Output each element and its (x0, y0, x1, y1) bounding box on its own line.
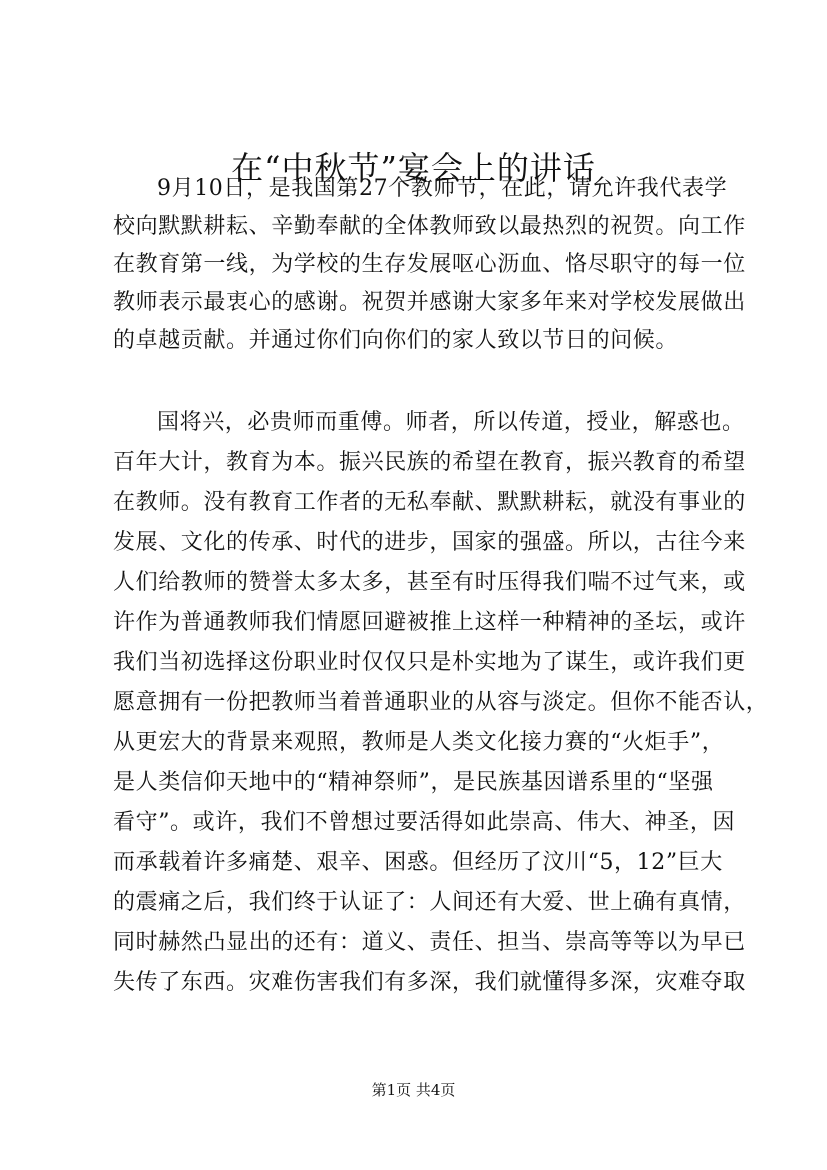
page-footer: 第1页 共4页 (371, 1081, 456, 1099)
text-line: 在教育第一线，为学校的生存发展呕心沥血、恪尽职守的每一位 (113, 252, 746, 277)
text-line: 国将兴，必贵师而重傅。师者，所以传道，授业，解惑也。 (157, 410, 745, 435)
text-line: 是人类信仰天地中的“精神祭师”，是民族基因谱系里的“坚强 (113, 770, 714, 795)
text-line: 我们当初选择这份职业时仅仅只是朴实地为了谋生，或许我们更 (113, 650, 746, 675)
text-line: 的卓越贡献。并通过你们向你们的家人致以节日的问候。 (113, 328, 679, 353)
text-line: 同时赫然凸显出的还有：道义、责任、担当、崇高等等以为早已 (113, 930, 746, 955)
text-line: 人们给教师的赞誉太多太多，甚至有时压得我们喘不过气来，或 (113, 570, 746, 595)
text-line: 教师表示最衷心的感谢。祝贺并感谢大家多年来对学校发展做出 (113, 290, 746, 315)
page-title: 在“中秋节”宴会上的讲话 (231, 149, 596, 187)
text-line: 愿意拥有一份把教师当着普通职业的从容与淡定。但你不能否认， (113, 690, 769, 715)
text-line: 而承载着许多痛楚、艰辛、困惑。但经历了汶川“5，12”巨大 (113, 850, 723, 875)
text-line: 从更宏大的背景来观照，教师是人类文化接力赛的“火炬手”， (113, 730, 725, 755)
text-line: 发展、文化的传承、时代的进步，国家的强盛。所以，古往今来 (113, 530, 746, 555)
text-line: 的震痛之后，我们终于认证了：人间还有大爱、世上确有真情， (113, 890, 746, 915)
text-line: 失传了东西。灾难伤害我们有多深，我们就懂得多深，灾难夺取 (113, 970, 746, 995)
text-line: 看守”。或许，我们不曾想过要活得如此崇高、伟大、神圣，因 (113, 810, 736, 835)
text-line: 许作为普通教师我们情愿回避被推上这样一种精神的圣坛，或许 (113, 610, 746, 635)
text-line: 校向默默耕耘、辛勤奉献的全体教师致以最热烈的祝贺。向工作 (113, 214, 746, 239)
text-line: 9月10日，是我国第27个教师节，在此，请允许我代表学 (157, 176, 728, 201)
text-line: 在教师。没有教育工作者的无私奉献、默默耕耘，就没有事业的 (113, 490, 746, 515)
text-line: 百年大计，教育为本。振兴民族的希望在教育，振兴教育的希望 (113, 450, 746, 475)
